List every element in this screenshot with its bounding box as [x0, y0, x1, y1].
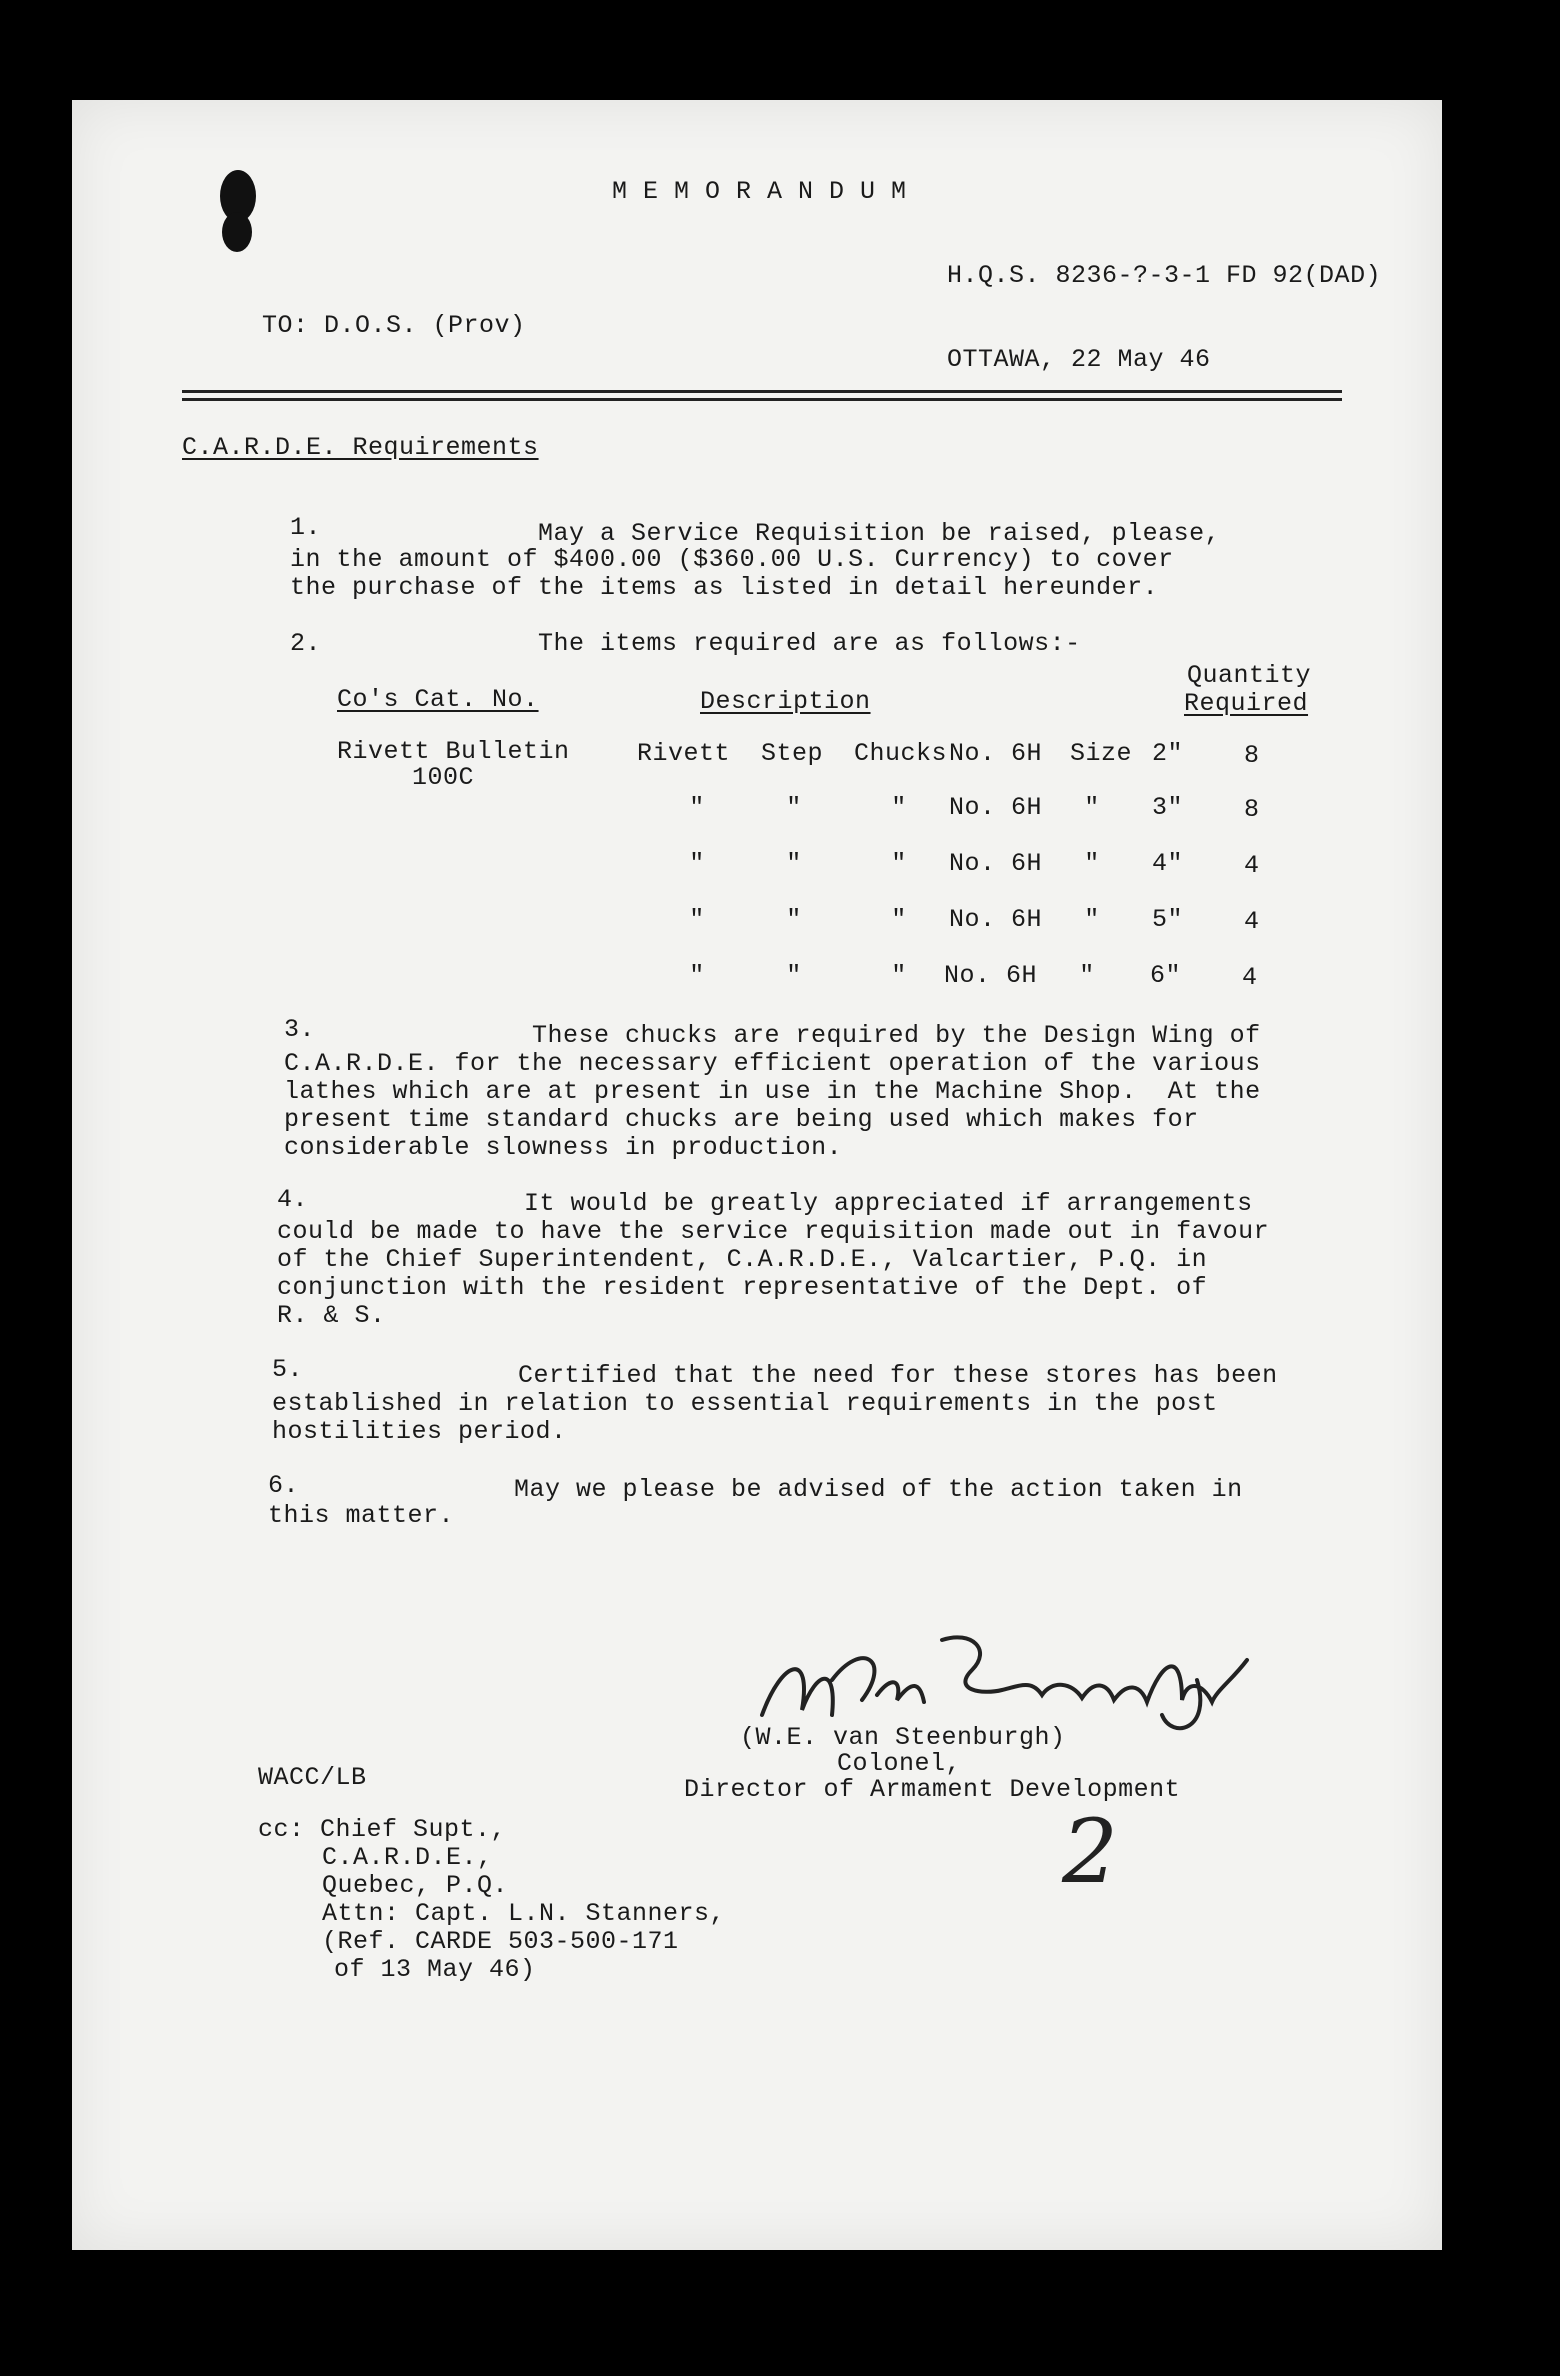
para-6-line-2: this matter.: [268, 1501, 455, 1530]
catalog-number-line-2: 100C: [412, 763, 475, 792]
row-4-ditto-2: ": [786, 905, 802, 934]
para-1-number: 1.: [290, 513, 322, 542]
row-2-size: 3": [1152, 793, 1184, 822]
row-4-quantity: 4: [1244, 907, 1260, 936]
file-reference: H.Q.S. 8236-?-3-1 FD 92(DAD): [947, 261, 1382, 290]
cc-line-1: cc: Chief Supt.,: [258, 1815, 507, 1844]
para-3-line-5: considerable slowness in production.: [284, 1133, 843, 1162]
para-1-line-2: in the amount of $400.00 ($360.00 U.S. Currency) to cover: [290, 545, 1174, 574]
row-5-ditto-1: ": [689, 961, 705, 990]
para-4-line-1: It would be greatly appreciated if arrangements: [524, 1189, 1253, 1218]
signatory-rank: Colonel,: [837, 1749, 962, 1778]
column-header-quantity-2: Required: [1184, 689, 1309, 718]
divider-rule-bottom: [182, 398, 1342, 401]
row-4-size: 5": [1152, 905, 1184, 934]
para-3-line-2: C.A.R.D.E. for the necessary efficient operation of the various: [284, 1049, 1261, 1078]
cc-line-6: of 13 May 46): [334, 1955, 536, 1984]
row-3-number: No. 6H: [949, 849, 1043, 878]
row-3-ditto-3: ": [891, 849, 907, 878]
divider-rule-top: [182, 390, 1342, 393]
para-4-line-2: could be made to have the service requisition made out in favour: [277, 1217, 1270, 1246]
row-1-number: No. 6H: [949, 739, 1043, 768]
para-3-line-3: lathes which are at present in use in the Machine Shop. At the: [284, 1077, 1261, 1106]
row-2-ditto-1: ": [689, 793, 705, 822]
punch-hole-lower: [222, 212, 252, 252]
row-2-quantity: 8: [1244, 795, 1260, 824]
para-5-line-3: hostilities period.: [272, 1417, 567, 1446]
typist-initials: WACC/LB: [258, 1763, 367, 1792]
to-line: TO: D.O.S. (Prov): [262, 311, 526, 340]
para-2-number: 2.: [290, 629, 322, 658]
cc-line-4: Attn: Capt. L.N. Stanners,: [322, 1899, 726, 1928]
memo-title: M E M O R A N D U M: [612, 177, 907, 206]
para-4-line-3: of the Chief Superintendent, C.A.R.D.E., Valcartier, P.Q. in: [277, 1245, 1208, 1274]
column-header-quantity-1: Quantity: [1187, 661, 1312, 690]
row-5-size: 6": [1150, 961, 1182, 990]
para-4-line-4: conjunction with the resident representative of the Dept. of: [277, 1273, 1208, 1302]
para-3-line-1: These chucks are required by the Design Wing of: [532, 1021, 1261, 1050]
catalog-number-line-1: Rivett Bulletin: [337, 737, 570, 766]
row-5-ditto-2: ": [786, 961, 802, 990]
place-date: OTTAWA, 22 May 46: [947, 345, 1211, 374]
row-3-quantity: 4: [1244, 851, 1260, 880]
handwritten-page-number: 2: [1062, 1800, 1118, 1903]
para-1-line-3: the purchase of the items as listed in detail hereunder.: [290, 573, 1159, 602]
signatory-name: (W.E. van Steenburgh): [740, 1723, 1066, 1752]
row-4-size-label: ": [1084, 905, 1100, 934]
row-3-size-label: ": [1084, 849, 1100, 878]
para-2-text: The items required are as follows:-: [538, 629, 1081, 658]
para-5-line-2: established in relation to essential requirements in the post: [272, 1389, 1218, 1418]
row-2-ditto-3: ": [891, 793, 907, 822]
row-1-quantity: 8: [1244, 741, 1260, 770]
row-1-size: 2": [1152, 739, 1184, 768]
row-1-size-label: Size: [1070, 739, 1133, 768]
cc-line-5: (Ref. CARDE 503-500-171: [322, 1927, 679, 1956]
row-3-ditto-2: ": [786, 849, 802, 878]
cc-line-2: C.A.R.D.E.,: [322, 1843, 493, 1872]
row-3-ditto-1: ": [689, 849, 705, 878]
para-5-number: 5.: [272, 1355, 304, 1384]
para-3-number: 3.: [284, 1015, 316, 1044]
row-4-ditto-1: ": [689, 905, 705, 934]
cc-line-3: Quebec, P.Q.: [322, 1871, 509, 1900]
row-5-ditto-3: ": [891, 961, 907, 990]
column-header-catalog: Co's Cat. No.: [337, 685, 539, 714]
signature-text: WvanSteenburgh: [742, 1620, 751, 1621]
row-1-description: Rivett Step Chucks: [637, 739, 948, 768]
para-1-line-1: May a Service Requisition be raised, please,: [538, 519, 1221, 548]
column-header-description: Description: [700, 687, 871, 716]
para-6-number: 6.: [268, 1471, 300, 1500]
row-2-ditto-2: ": [786, 793, 802, 822]
memo-page: [72, 100, 1442, 2250]
row-4-number: No. 6H: [949, 905, 1043, 934]
row-3-size: 4": [1152, 849, 1184, 878]
row-2-size-label: ": [1084, 793, 1100, 822]
signatory-title: Director of Armament Development: [684, 1775, 1181, 1804]
handwritten-signature: [742, 1620, 1262, 1740]
row-5-number: No. 6H: [944, 961, 1038, 990]
para-4-line-5: R. & S.: [277, 1301, 386, 1330]
para-3-line-4: present time standard chucks are being used which makes for: [284, 1105, 1199, 1134]
para-6-line-1: May we please be advised of the action taken in: [514, 1475, 1243, 1504]
subject-line: C.A.R.D.E. Requirements: [182, 433, 539, 462]
row-2-number: No. 6H: [949, 793, 1043, 822]
para-5-line-1: Certified that the need for these stores has been: [518, 1361, 1278, 1390]
row-5-size-label: ": [1079, 961, 1095, 990]
row-4-ditto-3: ": [891, 905, 907, 934]
row-5-quantity: 4: [1242, 963, 1258, 992]
para-4-number: 4.: [277, 1185, 309, 1214]
